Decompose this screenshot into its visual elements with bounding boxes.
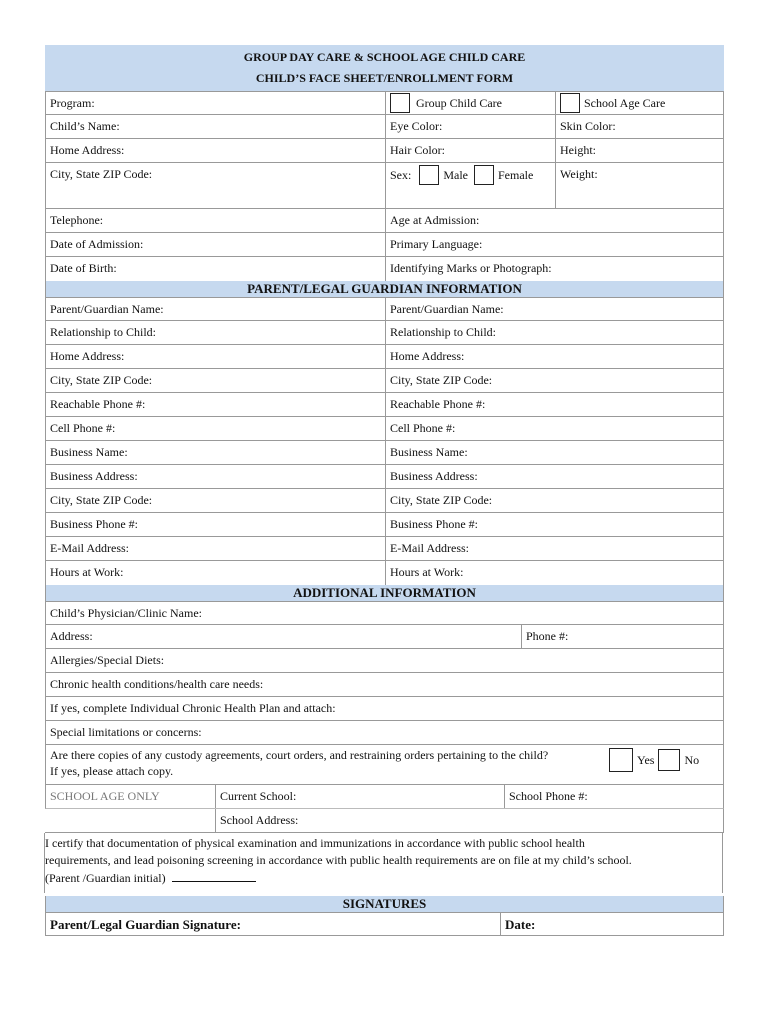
parent-row — [45, 393, 724, 417]
school-phone-field[interactable]: School Phone #: — [509, 789, 588, 803]
parent1-field[interactable]: Business Address: — [46, 465, 386, 488]
health-plan-field[interactable]: If yes, complete Individual Chronic Health Plan and attach: — [50, 701, 336, 715]
parent1-field[interactable]: Cell Phone #: — [46, 417, 386, 440]
city-sex-row — [45, 163, 724, 209]
parent-row — [45, 345, 724, 369]
parent-row — [45, 417, 724, 441]
parent2-field[interactable]: Business Address: — [390, 469, 478, 483]
custody-question-text: Are there copies of any custody agreements, court orders, and restraining orders pertaining to the child? — [50, 748, 549, 762]
sex-field — [386, 163, 556, 208]
form-title-line2: CHILD’S FACE SHEET/ENROLLMENT FORM — [255, 71, 514, 85]
female-checkbox[interactable] — [474, 165, 494, 185]
date-of-birth-row — [45, 257, 724, 281]
cert-line-3 — [45, 869, 722, 887]
school-age-care-label: School Age Care — [584, 95, 666, 110]
additional-section-title: ADDITIONAL INFORMATION — [45, 585, 724, 601]
male-label: Male — [443, 168, 468, 182]
date-of-birth-field[interactable]: Date of Birth: — [46, 257, 386, 281]
custody-yes-checkbox[interactable] — [609, 748, 633, 772]
parent2-field[interactable]: Reachable Phone #: — [390, 397, 486, 411]
program-row — [45, 91, 724, 115]
childs-name-row — [45, 115, 724, 139]
parent-row — [45, 513, 724, 537]
school-address-spacer — [45, 809, 216, 832]
special-limitations-row — [45, 721, 724, 745]
physician-address-row — [45, 625, 724, 649]
group-child-care-checkbox[interactable] — [390, 93, 410, 113]
enrollment-form — [45, 45, 724, 936]
telephone-row — [45, 209, 724, 233]
current-school-field[interactable]: Current School: — [216, 785, 505, 808]
parent-initial-label: (Parent /Guardian initial) — [45, 871, 166, 885]
allergies-row — [45, 649, 724, 673]
allergies-field[interactable]: Allergies/Special Diets: — [50, 653, 165, 667]
school-row — [45, 785, 724, 809]
school-address-field[interactable]: School Address: — [220, 813, 299, 827]
age-at-admission-field[interactable]: Age at Admission: — [390, 213, 480, 227]
parent-initial-field[interactable] — [172, 869, 256, 882]
male-checkbox[interactable] — [419, 165, 439, 185]
parent1-field[interactable]: Relationship to Child: — [46, 321, 386, 344]
parent-section-title: PARENT/LEGAL GUARDIAN INFORMATION — [45, 281, 724, 297]
date-of-admission-row — [45, 233, 724, 257]
primary-language-field[interactable]: Primary Language: — [390, 237, 483, 251]
parent-row — [45, 369, 724, 393]
female-label: Female — [498, 168, 534, 182]
cert-line-1: I certify that documentation of physical examination and immunizations in accordance with public school health — [45, 836, 585, 850]
physician-row — [45, 601, 724, 625]
skin-color-field[interactable]: Skin Color: — [560, 119, 616, 133]
date-of-admission-field[interactable]: Date of Admission: — [46, 233, 386, 256]
group-child-care-label: Group Child Care — [416, 95, 502, 110]
height-field[interactable]: Height: — [560, 143, 596, 157]
parent1-field[interactable]: Business Phone #: — [46, 513, 386, 536]
parent2-field[interactable]: Business Name: — [390, 445, 468, 459]
custody-row — [45, 745, 724, 785]
certification-text — [44, 833, 723, 893]
special-limitations-field[interactable]: Special limitations or concerns: — [50, 725, 202, 739]
city-state-zip-field[interactable]: City, State ZIP Code: — [46, 163, 386, 208]
form-title-line1: GROUP DAY CARE & SCHOOL AGE CHILD CARE — [243, 50, 526, 64]
parent-row — [45, 465, 724, 489]
chronic-row — [45, 673, 724, 697]
parent-row — [45, 441, 724, 465]
parent-row — [45, 489, 724, 513]
parent2-field[interactable]: City, State ZIP Code: — [390, 373, 493, 387]
custody-options — [609, 748, 699, 772]
custody-no-label: No — [684, 753, 700, 767]
group-child-care-option[interactable] — [386, 92, 556, 114]
physician-address-field[interactable]: Address: — [46, 625, 522, 648]
parent2-field[interactable]: City, State ZIP Code: — [390, 493, 493, 507]
school-age-care-option[interactable] — [556, 92, 723, 114]
signature-date-field[interactable]: Date: — [505, 917, 536, 932]
parent2-field[interactable]: Cell Phone #: — [390, 421, 456, 435]
identifying-marks-field[interactable]: Identifying Marks or Photograph: — [390, 261, 552, 275]
parent2-field[interactable]: Relationship to Child: — [390, 325, 497, 339]
program-label: Program: — [46, 92, 386, 114]
physician-phone-field[interactable]: Phone #: — [526, 629, 569, 643]
custody-attach-text: If yes, please attach copy. — [50, 764, 174, 778]
cert-line-2: requirements, and lead poisoning screening in accordance with public health requirements are on file at my child’s school. — [45, 853, 632, 867]
parent1-field[interactable]: Reachable Phone #: — [46, 393, 386, 416]
school-age-only-label: SCHOOL AGE ONLY — [46, 785, 216, 808]
parent-row — [45, 321, 724, 345]
parent1-field[interactable]: City, State ZIP Code: — [46, 369, 386, 392]
sex-label: Sex: — [390, 168, 412, 182]
parent1-field[interactable]: Hours at Work: — [46, 561, 386, 585]
parent-row — [45, 297, 724, 321]
form-title — [45, 45, 724, 91]
custody-yes-label: Yes — [637, 753, 655, 767]
home-address-row — [45, 139, 724, 163]
parent2-field[interactable]: E-Mail Address: — [390, 541, 469, 555]
hair-color-field[interactable]: Hair Color: — [386, 139, 556, 162]
parent-row — [45, 561, 724, 585]
parent1-field[interactable]: E-Mail Address: — [46, 537, 386, 560]
childs-name-field[interactable]: Child’s Name: — [46, 115, 386, 138]
health-plan-row — [45, 697, 724, 721]
parent1-field[interactable]: City, State ZIP Code: — [46, 489, 386, 512]
parent1-field[interactable]: Parent/Guardian Name: — [46, 298, 386, 320]
parent2-field[interactable]: Home Address: — [390, 349, 465, 363]
parent2-field[interactable]: Parent/Guardian Name: — [390, 302, 504, 316]
parent-row — [45, 537, 724, 561]
signature-row — [45, 912, 724, 936]
custody-no-checkbox[interactable] — [658, 749, 680, 771]
eye-color-field[interactable]: Eye Color: — [386, 115, 556, 138]
weight-field[interactable]: Weight: — [560, 167, 598, 181]
home-address-field[interactable]: Home Address: — [46, 139, 386, 162]
school-age-care-checkbox[interactable] — [560, 93, 580, 113]
parent1-field[interactable]: Business Name: — [46, 441, 386, 464]
signatures-section-title: SIGNATURES — [45, 896, 724, 912]
parent-signature-field[interactable]: Parent/Legal Guardian Signature: — [46, 913, 501, 935]
telephone-field[interactable]: Telephone: — [46, 209, 386, 232]
school-address-row — [45, 809, 724, 833]
chronic-conditions-field[interactable]: Chronic health conditions/health care needs: — [50, 677, 264, 691]
parent2-field[interactable]: Hours at Work: — [390, 565, 464, 579]
parent2-field[interactable]: Business Phone #: — [390, 517, 479, 531]
custody-question — [46, 745, 723, 784]
parent1-field[interactable]: Home Address: — [46, 345, 386, 368]
physician-field[interactable]: Child’s Physician/Clinic Name: — [50, 606, 202, 620]
